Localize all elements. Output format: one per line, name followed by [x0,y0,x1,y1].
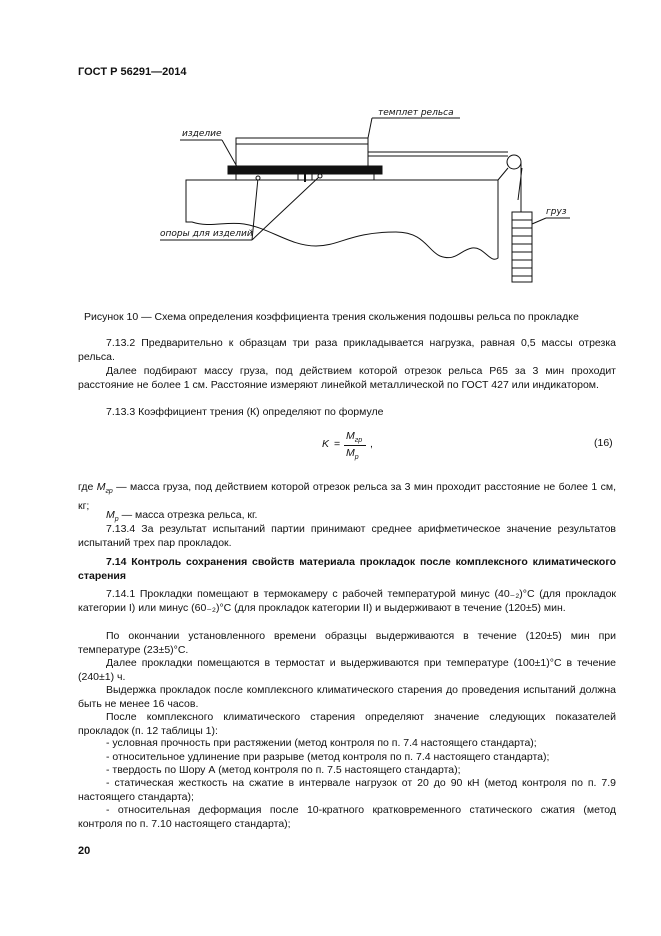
formula-lhs: K [322,438,330,450]
formula-equals: = [334,438,341,450]
list-item: - относительное удлинение при разрыве (метод контроля по п. 7.4 настоящего стандарта); [106,751,550,763]
friction-test-diagram [140,96,580,296]
label-rail-template: темплет рельса [378,108,454,118]
label-weight: груз [546,207,567,217]
list-item: - относительная деформация после 10-кратного кратковременного статического сжатия (метод контроля по п. 7.10 настоящего стандарта); [78,804,616,830]
figure-caption: Рисунок 10 — Схема определения коэффициента трения скольжения подошвы рельса по прокладке [84,311,579,323]
paragraph-thermostat: Далее прокладки помещаются в термостат и выдерживаются при температуре (100±1)°С в течение (240±1) ч. [78,657,616,683]
standard-header: ГОСТ Р 56291—2014 [78,66,187,78]
where-mass-weight: где $M_{гр}$ — масса груза, под действием которой отрезок рельса за 3 мин проходит расстояние не более 1 см, кг; [78,481,616,513]
weight-block [512,212,532,282]
formula-16: K = $M_{гр}$ $M_р$ , [322,430,373,462]
where-mass-rail: $M_р$ — масса отрезка рельса, кг. [106,509,258,524]
paragraph-7-13-4: 7.13.4 За результат испытаний партии принимают среднее арифметическое значение результатов испытаний трех пар прокладок. [78,523,616,549]
pad-left [236,174,298,180]
paragraph-holding: По окончании установленного времени образцы выдерживаются в течение (120±5) мин при температуре (23±5)°С. [78,630,616,656]
section-heading-7-14: 7.14 Контроль сохранения свойств материала прокладок после комплексного климатического старения [78,556,616,582]
list-item: - твердость по Шору А (метод контроля по п. 7.5 настоящего стандарта); [106,764,461,776]
paragraph-weight-selection: Далее подбирают массу груза, под действием которой отрезок рельса Р65 за 3 мин проходит расстояние не более 1 см. Расстояние измеряют линейкой металлической по ГОСТ 427 или индикатором. [78,365,616,391]
label-product: изделие [182,129,222,139]
paragraph-7-13-2: 7.13.2 Предварительно к образцам три раза прикладывается нагрузка, равная 0,5 массы отрезка рельса. [78,337,616,363]
table-outline [186,180,498,259]
formula-denominator: $M_р$ [346,447,359,462]
label-supports: опоры для изделий [160,229,253,239]
paragraph-7-13-3: 7.13.3 Коэффициент трения (К) определяют по формуле [106,406,384,418]
list-item: - условная прочность при растяжении (метод контроля по п. 7.4 настоящего стандарта); [106,737,537,749]
page-number: 20 [78,845,91,857]
paragraph-indicators: После комплексного климатического старения определяют значение следующих показателей прокладок (п. 12 таблицы 1): [78,711,616,737]
rail-template [236,138,368,166]
list-item: - статическая жесткость на сжатие в интервале нагрузок от 20 до 90 кН (метод контроля по п. 7.9 настоящего стандарта); [78,777,616,803]
paragraph-exposure: Выдержка прокладок после комплексного климатического старения до проведения испытаний должна быть не менее 16 часов. [78,684,616,710]
formula-number: (16) [594,437,613,449]
paragraph-7-14-1: 7.14.1 Прокладки помещают в термокамеру с рабочей температурой минус (40₋₂)°С (для прокладок категории I) или минус (60₋₂)°С (для прокладок категории II) и выдерживают в течение (120±5) мин. [78,588,616,614]
formula-numerator: $M_{гр}$ [346,430,363,445]
pulley [507,155,521,169]
